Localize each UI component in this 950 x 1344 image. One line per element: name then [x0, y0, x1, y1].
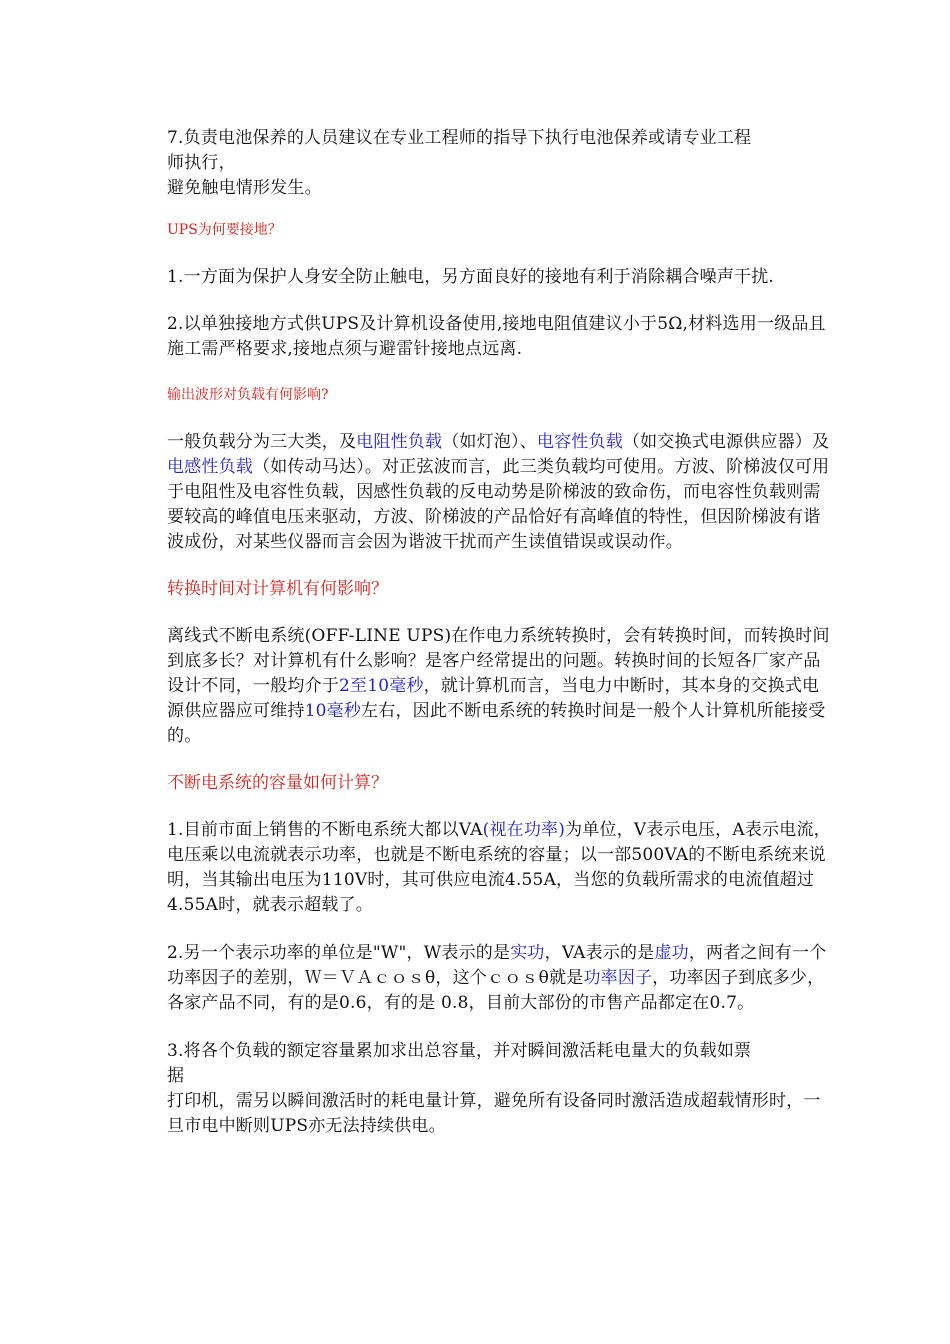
paragraph-grounding-1: 1.一方面为保护人身安全防止触电，另方面良好的接地有利于消除耦合噪声干扰. — [167, 267, 775, 287]
term-hold-time: 10毫秒 — [304, 701, 362, 721]
p7-text-3: ，两者之间有一个功率因子的差别，Ｗ＝ＶＡｃｏｓθ，这个ｃｏｓθ就是 — [167, 943, 827, 988]
heading-ups-grounding: UPS为何要接地？ — [167, 222, 282, 238]
paragraph-capacity-2 — [167, 941, 835, 1016]
p8-line3: 打印机，需另以瞬间激活时的耗电量计算，避免所有设备同时激活造成超载情形时，一旦市电中断则UPS亦无法持续供电。 — [167, 1091, 821, 1136]
paragraph-transfer-time — [167, 624, 835, 749]
term-inductive-load: 电感性负载 — [167, 457, 253, 477]
p6-text-1: 1.目前市面上销售的不断电系统大都以VA — [167, 820, 483, 840]
p8-line2: 据 — [167, 1066, 185, 1086]
paragraph-battery-maintenance — [167, 126, 835, 201]
term-real-power: 实功 — [510, 943, 545, 963]
p6-text-2: 为单位，V表示电压，A表示电流，电压乘以电流就表示功率，也就是不断电系统的容量；以一部500VA的不断电系统来说明，当其输出电压为110V时，其可供应电流4.55A，当您的负载所需求的电流值超过4.55A时，就表示超载了。 — [167, 820, 831, 915]
p1-line1: 7.负责电池保养的人员建议在专业工程师的指导下执行电池保养或请专业工程 — [167, 128, 752, 148]
p1-line3: 避免触电情形发生。 — [167, 178, 322, 198]
term-capacitive-load: 电容性负载 — [536, 432, 623, 452]
paragraph-load-types — [167, 430, 835, 555]
p4-text-4: （如传动马达）。对正弦波而言，此三类负载均可使用。方波、阶梯波仅可用于电阻性及电容性负载，因感性负载的反电动势是阶梯波的致命伤，而电容性负载则需要较高的峰值电压来驱动，方波、阶梯波的产品恰好有高峰值的特性，但因阶梯波有谐波成份，对某些仪器而言会因为谐波干扰而产生读值错误或误动作。 — [167, 457, 830, 552]
term-reactive-power: 虚功 — [654, 943, 689, 963]
p5-text-1: 离线式不断电系统(OFF-LINE UPS)在作电力系统转换时，会有转换时间，而转换时间到底多长？对计算机有什么影响？是客户经常提出的问题。转换时间的长短各厂家产品设计不同，一般均介于 — [167, 626, 830, 696]
p5-text-3: 左右，因此不断电系统的转换时间是一般个人计算机所能接受的。 — [167, 701, 826, 746]
p7-text-1: 2.另一个表示功率的单位是"W"，W表示的是 — [167, 943, 511, 963]
p4-text-2: （如灯泡）、 — [442, 432, 537, 452]
paragraph-capacity-1 — [167, 818, 835, 918]
p1-line2: 师执行， — [167, 153, 236, 173]
p4-text-3: （如交换式电源供应器）及 — [622, 432, 830, 452]
term-power-factor: 功率因子 — [583, 968, 653, 988]
paragraph-capacity-3 — [167, 1039, 835, 1139]
p4-text-1: 一般负载分为三大类，及 — [167, 432, 357, 452]
p7-text-2: ，VA表示的是 — [544, 943, 655, 963]
p5-text-2: ，就计算机而言，当电力中断时，其本身的交换式电源供应器应可维持 — [167, 676, 820, 721]
term-transfer-range: 2至10毫秒 — [339, 676, 424, 696]
heading-output-waveform: 输出波形对负载有何影响? — [167, 387, 329, 403]
heading-capacity-calculation: 不断电系统的容量如何计算？ — [167, 773, 388, 793]
p7-text-4: ，功率因子到底多少，各家产品不同，有的是0.6，有的是 0.8，目前大部份的市售产品都定在0.7。 — [167, 968, 825, 1013]
term-resistive-load: 电阻性负载 — [356, 432, 443, 452]
term-apparent-power: (视在功率) — [482, 820, 566, 840]
paragraph-grounding-2: 2.以单独接地方式供UPS及计算机设备使用,接地电阻值建议小于5Ω,材料选用一级品且施工需严格要求,接地点须与避雷针接地点远离. — [167, 314, 826, 359]
heading-transfer-time: 转换时间对计算机有何影响？ — [167, 579, 388, 599]
p8-line1: 3.将各个负载的额定容量累加求出总容量，并对瞬间激活耗电量大的负载如票 — [167, 1041, 752, 1061]
document-page — [167, 126, 835, 1139]
